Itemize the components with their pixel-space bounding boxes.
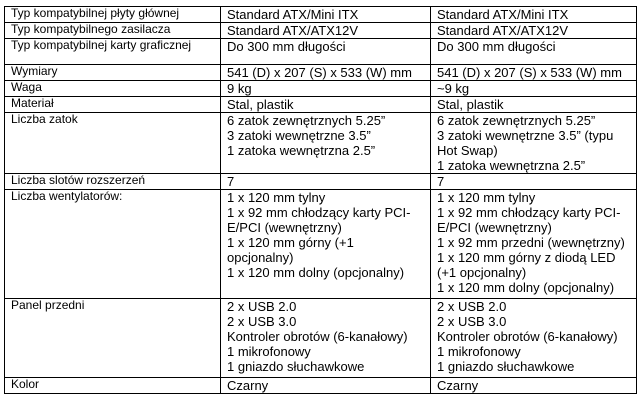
row-label: Liczba wentylatorów: [5,190,221,299]
value-line: 1 x 120 mm dolny (opcjonalny) [227,265,405,280]
value-line: 1 mikrofonowy [227,344,311,359]
spec-table-body [5,7,637,394]
value-line: 1 x 120 mm górny (+1 [227,235,354,250]
value-cell-1 [221,190,431,299]
value-line: E/PCI (wewnętrzny) [437,220,552,235]
spec-table [4,6,637,394]
value-cell-2 [431,81,637,97]
table-row [5,378,637,394]
row-label: Materiał [5,97,221,113]
row-label: Kolor [5,378,221,394]
value-cell-1 [221,39,431,65]
value-line: 1 x 120 mm górny z diodą LED [437,250,616,265]
value-cell-1 [221,299,431,378]
value-cell-2 [431,174,637,190]
table-row [5,7,637,23]
value-cell-2 [431,113,637,174]
value-line: E/PCI (wewnętrzny) [227,220,342,235]
value-line: Czarny [227,378,269,393]
value-line: 1 gniazdo słuchawkowe [437,359,575,374]
value-line: 1 mikrofonowy [437,344,521,359]
value-line: Do 300 mm długości [437,39,556,54]
table-row [5,299,637,378]
value-line: 1 x 92 mm chłodzący karty PCI- [227,205,411,220]
value-cell-1 [221,81,431,97]
value-line: Stal, plastik [437,97,504,112]
value-line: 9 kg [227,81,252,96]
table-row [5,39,637,65]
row-label: Liczba zatok [5,113,221,174]
value-line: Kontroler obrotów (6-kanałowy) [437,329,618,344]
table-row [5,190,637,299]
row-label: Panel przedni [5,299,221,378]
value-line: Kontroler obrotów (6-kanałowy) [227,329,408,344]
value-line: Standard ATX/Mini ITX [437,7,569,22]
value-cell-2 [431,7,637,23]
row-label: Typ kompatybilnej płyty głównej [5,7,221,23]
value-cell-2 [431,378,637,394]
value-line: 541 (D) x 207 (S) x 533 (W) mm [227,65,412,80]
row-label: Typ kompatybilnej karty graficznej [5,39,221,65]
value-line: Czarny [437,378,479,393]
value-cell-1 [221,174,431,190]
value-cell-1 [221,113,431,174]
value-line: (+1 opcjonalny) [437,265,527,280]
value-cell-2 [431,97,637,113]
row-label: Typ kompatybilnego zasilacza [5,23,221,39]
row-label: Waga [5,81,221,97]
value-line: 2 x USB 2.0 [437,299,507,314]
row-label: Liczba slotów rozszerzeń [5,174,221,190]
value-cell-2 [431,299,637,378]
value-line: 3 zatoki wewnętrzne 3.5” (typu [437,128,614,143]
value-cell-2 [431,23,637,39]
value-line: 1 zatoka wewnętrzna 2.5” [227,143,376,158]
value-line: 2 x USB 3.0 [227,314,297,329]
value-line: Standard ATX/Mini ITX [227,7,359,22]
table-row [5,23,637,39]
value-cell-1 [221,65,431,81]
value-line: 6 zatok zewnętrznych 5.25” [227,113,386,128]
row-label: Wymiary [5,65,221,81]
value-cell-1 [221,97,431,113]
value-line: Stal, plastik [227,97,294,112]
value-line: 1 x 92 mm przedni (wewnętrzny) [437,235,625,250]
value-cell-2 [431,39,637,65]
value-line: 7 [227,174,235,189]
table-row [5,65,637,81]
value-line: 1 x 92 mm chłodzący karty PCI- [437,205,621,220]
table-row [5,97,637,113]
value-line: opcjonalny) [227,250,294,265]
value-line: 3 zatoki wewnętrzne 3.5” [227,128,371,143]
value-cell-2 [431,65,637,81]
value-cell-2 [431,190,637,299]
value-cell-1 [221,23,431,39]
value-line: Hot Swap) [437,143,498,158]
value-line: 1 x 120 mm tylny [437,190,536,205]
value-line: 1 x 120 mm dolny (opcjonalny) [437,280,615,295]
value-cell-1 [221,7,431,23]
value-cell-1 [221,378,431,394]
value-line: ~9 kg [437,81,470,96]
value-line: 1 x 120 mm tylny [227,190,326,205]
value-line: Do 300 mm długości [227,39,346,54]
value-line: 541 (D) x 207 (S) x 533 (W) mm [437,65,622,80]
value-line: Standard ATX/ATX12V [437,23,569,38]
value-line: 2 x USB 3.0 [437,314,507,329]
value-line: 6 zatok zewnętrznych 5.25” [437,113,596,128]
value-line: 1 zatoka wewnętrzna 2.5” [437,158,586,173]
table-row [5,81,637,97]
table-row [5,113,637,174]
value-line: 1 gniazdo słuchawkowe [227,359,365,374]
value-line: Standard ATX/ATX12V [227,23,359,38]
value-line: 7 [437,174,445,189]
table-row [5,174,637,190]
value-line: 2 x USB 2.0 [227,299,297,314]
